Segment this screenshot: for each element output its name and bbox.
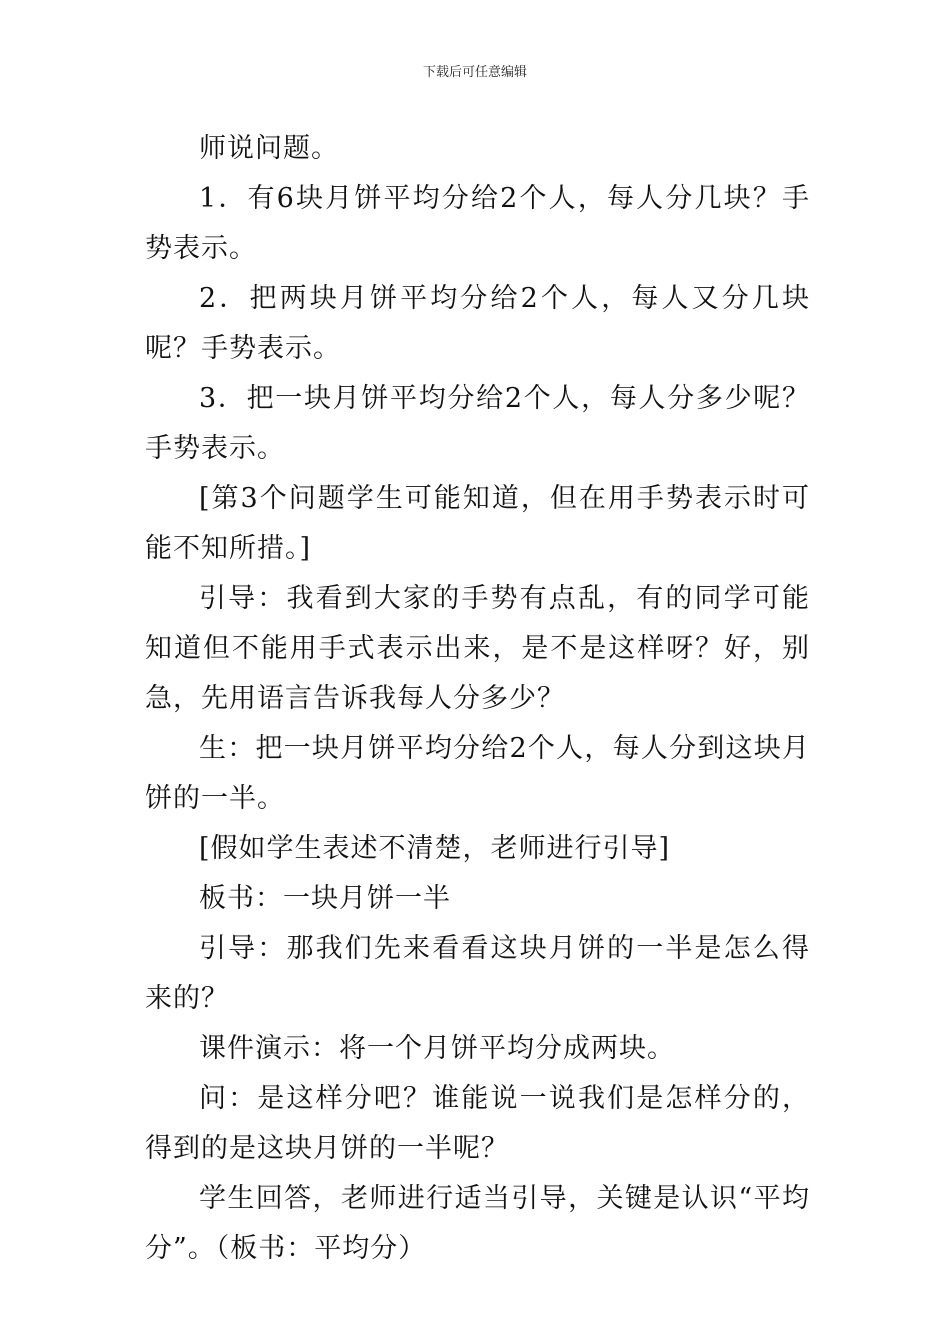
paragraph-question-3: 3．把一块月饼平均分给2个人，每人分多少呢？手势表示。 — [145, 383, 810, 464]
paragraph-question-1: 1．有6块月饼平均分给2个人，每人分几块？手势表示。 — [145, 183, 810, 264]
paragraph-intro: 师说问题。 — [199, 133, 339, 164]
paragraph-question-4: 问：是这样分吧？谁能说一说我们是怎样分的，得到的是这块月饼的一半呢？ — [145, 1083, 810, 1164]
paragraph-guide-2: 引导：那我们先来看看这块月饼的一半是怎么得来的？ — [145, 933, 810, 1014]
page-header: 下载后可任意编辑 — [422, 65, 527, 80]
paragraph-note-2: [假如学生表述不清楚，老师进行引导] — [199, 833, 671, 864]
paragraph-note-1: [第3个问题学生可能知道，但在用手势表示时可能不知所措。] — [145, 483, 810, 564]
paragraph-guide-1: 引导：我看到大家的手势有点乱，有的同学可能知道但不能用手式表示出来，是不是这样呀？好，别急，先用语言告诉我每人分多少？ — [145, 583, 810, 714]
paragraph-student-answer: 生：把一块月饼平均分给2个人，每人分到这块月饼的一半。 — [145, 733, 810, 814]
document-body — [145, 124, 810, 1274]
paragraph-question-2: 2．把两块月饼平均分给2个人，每人又分几块呢？手势表示。 — [145, 283, 810, 364]
paragraph-board-1: 板书：一块月饼一半 — [199, 883, 451, 914]
paragraph-demo: 课件演示：将一个月饼平均分成两块。 — [199, 1033, 675, 1064]
paragraph-conclusion: 学生回答，老师进行适当引导，关键是认识“平均分”。（板书：平均分） — [145, 1183, 810, 1264]
